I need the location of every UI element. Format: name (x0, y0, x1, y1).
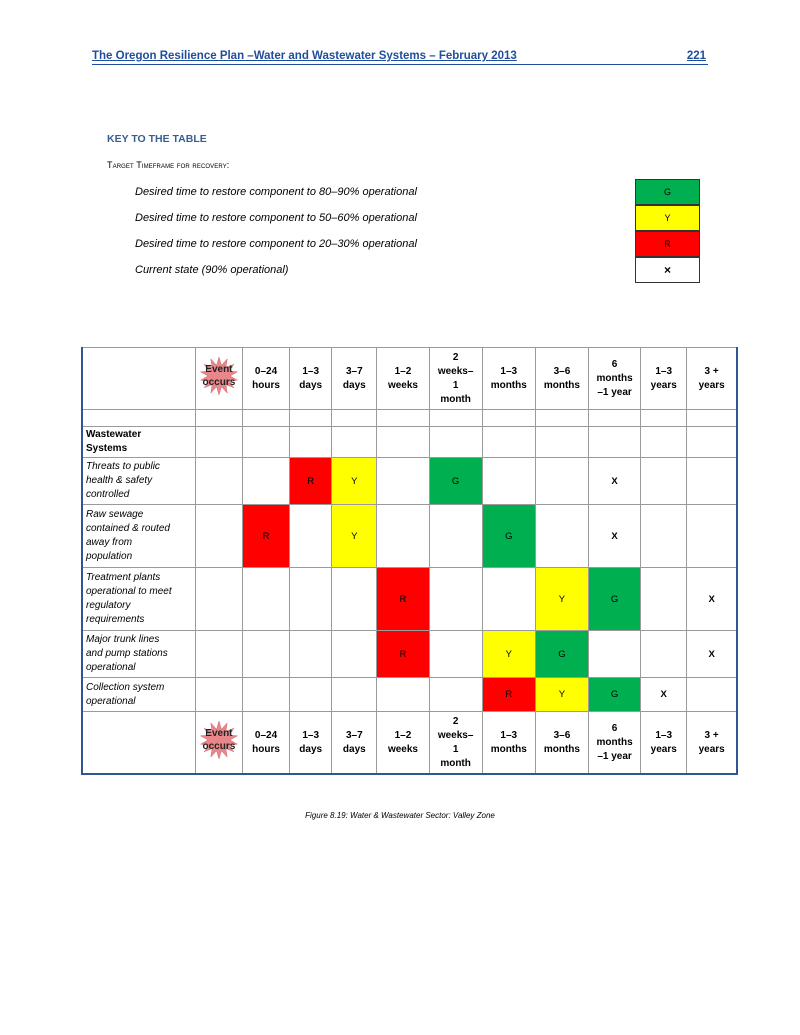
timeframe-header-line: month (440, 393, 471, 405)
empty-cell (377, 427, 429, 458)
empty-cell (195, 410, 242, 427)
event-occurs-burst (199, 720, 239, 760)
timeframe-header-line: weeks– (437, 365, 474, 377)
empty-cell (687, 427, 737, 458)
timeframe-header-line: 6 (611, 358, 618, 370)
empty-cell (290, 678, 332, 712)
timeframe-header-line: 1–3 (500, 365, 518, 377)
status-cell-green: G (589, 568, 641, 631)
empty-cell (535, 410, 588, 427)
empty-cell (429, 568, 482, 631)
key-swatch-yellow: Y (635, 205, 700, 231)
timeframe-header-line: days (342, 379, 366, 391)
empty-cell (535, 505, 588, 568)
timeframe-header-line: 3 + (704, 729, 719, 741)
empty-cell (242, 678, 289, 712)
event-occurs-line: occurs (202, 741, 236, 752)
row-label-line: controlled (86, 489, 130, 500)
key-swatch-current: × (635, 257, 700, 283)
event-occurs-line: Event (205, 364, 233, 375)
status-cell-yellow: Y (535, 568, 588, 631)
empty-cell (429, 678, 482, 712)
empty-cell (242, 631, 289, 678)
row-label-line: operational (86, 695, 136, 707)
table-row (82, 631, 737, 678)
empty-cell (641, 427, 687, 458)
current-state-cell: X (687, 631, 737, 678)
timeframe-header-line: 2 (452, 351, 459, 363)
timeframe-header-line: 1–3 (302, 729, 320, 741)
empty-cell (195, 631, 242, 678)
key-swatch-red: R (635, 231, 700, 257)
timeframe-header-cell (641, 348, 687, 410)
empty-cell (242, 410, 289, 427)
empty-cell (290, 505, 332, 568)
empty-cell (687, 410, 737, 427)
event-occurs-line: occurs (202, 377, 236, 388)
timeframe-header-line: 1–2 (394, 729, 412, 741)
page-number: 221 (686, 50, 706, 62)
row-label-line: Collection system (86, 681, 165, 693)
row-label-cell (82, 568, 195, 631)
timeframe-header-cell (535, 348, 588, 410)
empty-cell (195, 568, 242, 631)
empty-cell (429, 427, 482, 458)
empty-cell (687, 678, 737, 712)
empty-cell (377, 458, 429, 505)
current-state-cell: X (641, 678, 687, 712)
empty-cell (429, 410, 482, 427)
empty-cell (687, 458, 737, 505)
figure-caption: Figure 8.19: Water & Wastewater Sector: Valley Zone (305, 811, 495, 820)
status-cell-green: G (429, 458, 482, 505)
timeframe-header-line: weeks– (437, 729, 474, 741)
timeframe-header-cell (332, 712, 377, 775)
empty-cell (377, 505, 429, 568)
row-label-line: Threats to public (86, 461, 160, 472)
empty-cell (641, 631, 687, 678)
status-cell-red: R (290, 458, 332, 505)
timeframe-header-line: weeks (387, 743, 418, 755)
current-state-cell: X (589, 458, 641, 505)
empty-cell (290, 568, 332, 631)
timeframe-header-line: years (698, 743, 725, 755)
timeframe-header-cell (589, 348, 641, 410)
empty-cell (589, 410, 641, 427)
empty-cell (377, 410, 429, 427)
timeframe-header-line: hours (252, 379, 280, 391)
timeframe-header-cell (482, 348, 535, 410)
row-label-line: regulatory (86, 600, 131, 611)
status-cell-red: R (482, 678, 535, 712)
timeframe-header-line: 1–3 (655, 729, 673, 741)
timeframe-header-line: 3–7 (345, 365, 363, 377)
timeframe-header-cell (290, 348, 332, 410)
timeframe-header-line: weeks (387, 379, 418, 391)
timeframe-header-line: days (342, 743, 366, 755)
document-title: The Oregon Resilience Plan –Water and Wastewater Systems – February 2013 (92, 50, 517, 62)
timeframe-header-line: years (650, 379, 677, 391)
empty-cell (195, 427, 242, 458)
empty-cell (290, 410, 332, 427)
timeframe-header-cell (687, 712, 737, 775)
empty-cell (332, 568, 377, 631)
empty-cell (482, 458, 535, 505)
key-row-text: Current state (90% operational) (135, 264, 289, 276)
timeframe-header-line: months (490, 379, 527, 391)
empty-cell (641, 410, 687, 427)
status-cell-yellow: Y (482, 631, 535, 678)
row-label-line: Treatment plants (86, 572, 161, 583)
section-label-line: Wastewater (86, 429, 142, 440)
timeframe-header-line: months (490, 743, 527, 755)
empty-cell (195, 458, 242, 505)
timeframe-header-line: 1–3 (500, 729, 518, 741)
empty-cell (195, 678, 242, 712)
key-row-text: Desired time to restore component to 50–60% operational (135, 212, 417, 224)
timeframe-header-cell (290, 712, 332, 775)
status-cell-yellow: Y (332, 458, 377, 505)
timeframe-header-cell (482, 712, 535, 775)
timeframe-header-line: 1 (452, 743, 459, 755)
timeframe-header-cell (589, 712, 641, 775)
empty-cell (482, 427, 535, 458)
timeframe-header-line: 6 (611, 722, 618, 734)
timeframe-header-line: years (698, 379, 725, 391)
empty-cell (641, 568, 687, 631)
page-header (92, 48, 708, 65)
empty-cell (82, 410, 195, 427)
timeframe-header-cell (242, 712, 289, 775)
key-subheading: Target Timeframe for recovery: (107, 160, 230, 170)
timeframe-header-line: 3–7 (345, 729, 363, 741)
status-cell-red: R (377, 631, 429, 678)
empty-cell (195, 505, 242, 568)
empty-cell (290, 631, 332, 678)
timeframe-header-cell (429, 712, 482, 775)
timeframe-header-line: 1 (452, 379, 459, 391)
spacer-row (82, 410, 737, 427)
row-label-line: health & safety (86, 475, 153, 486)
row-label-line: requirements (86, 614, 145, 625)
timeframe-header-line: 3 + (704, 365, 719, 377)
timeframe-header-line: month (440, 757, 471, 769)
timeframe-header-line: 1–3 (302, 365, 320, 377)
row-label-line: operational (86, 662, 136, 673)
table-header-row-bottom (82, 712, 737, 775)
empty-cell (332, 410, 377, 427)
status-cell-green: G (535, 631, 588, 678)
empty-cell (242, 568, 289, 631)
empty-cell (589, 427, 641, 458)
row-label-cell (82, 678, 195, 712)
header-corner-cell (82, 348, 195, 410)
timeframe-header-line: 1–3 (655, 365, 673, 377)
empty-cell (377, 678, 429, 712)
key-heading: KEY TO THE TABLE (107, 133, 207, 145)
table-row (82, 678, 737, 712)
table-row (82, 568, 737, 631)
empty-cell (589, 631, 641, 678)
status-cell-green: G (589, 678, 641, 712)
timeframe-header-cell (332, 348, 377, 410)
timeframe-header-line: –1 year (597, 386, 632, 398)
row-label-cell (82, 505, 195, 568)
timeframe-header-line: hours (252, 743, 280, 755)
empty-cell (290, 427, 332, 458)
current-state-cell: X (589, 505, 641, 568)
timeframe-header-cell (535, 712, 588, 775)
header-corner-cell (82, 712, 195, 775)
row-label-cell (82, 631, 195, 678)
row-label-line: Major trunk lines (86, 634, 160, 645)
row-label-line: operational to meet (86, 586, 172, 597)
empty-cell (482, 568, 535, 631)
event-header-cell (195, 348, 242, 410)
timeframe-header-line: days (299, 379, 323, 391)
empty-cell (242, 458, 289, 505)
timeframe-header-cell (377, 712, 429, 775)
timeframe-header-cell (641, 712, 687, 775)
timeframe-header-cell (377, 348, 429, 410)
empty-cell (242, 427, 289, 458)
table-row (82, 458, 737, 505)
timeframe-header-line: 1–2 (394, 365, 412, 377)
empty-cell (429, 631, 482, 678)
timeframe-header-line: days (299, 743, 323, 755)
recovery-table (81, 347, 738, 775)
timeframe-header-line: years (650, 743, 677, 755)
key-row-text: Desired time to restore component to 20–30% operational (135, 238, 417, 250)
status-cell-yellow: Y (535, 678, 588, 712)
empty-cell (429, 505, 482, 568)
status-cell-green: G (482, 505, 535, 568)
status-cell-red: R (377, 568, 429, 631)
key-row-text: Desired time to restore component to 80–90% operational (135, 186, 417, 198)
timeframe-header-line: 3–6 (553, 365, 571, 377)
event-occurs-line: Event (205, 728, 233, 739)
empty-cell (332, 631, 377, 678)
timeframe-header-line: –1 year (597, 750, 632, 762)
timeframe-header-line: months (543, 743, 580, 755)
empty-cell (641, 505, 687, 568)
timeframe-header-line: 2 (452, 715, 459, 727)
timeframe-header-cell (429, 348, 482, 410)
empty-cell (482, 410, 535, 427)
status-cell-red: R (242, 505, 289, 568)
event-header-cell (195, 712, 242, 775)
section-label-line: Systems (86, 443, 128, 454)
empty-cell (535, 458, 588, 505)
timeframe-header-line: 0–24 (254, 729, 278, 741)
empty-cell (332, 427, 377, 458)
timeframe-header-line: months (596, 372, 633, 384)
timeframe-header-cell (242, 348, 289, 410)
timeframe-header-line: 3–6 (553, 729, 571, 741)
row-label-line: Raw sewage (86, 509, 144, 520)
empty-cell (687, 505, 737, 568)
timeframe-header-line: 0–24 (254, 365, 278, 377)
empty-cell (535, 427, 588, 458)
row-label-line: contained & routed (86, 523, 170, 534)
event-occurs-label (199, 363, 239, 389)
row-label-line: population (86, 551, 133, 562)
current-state-cell: X (687, 568, 737, 631)
table-header-row-top (82, 348, 737, 410)
event-occurs-label (199, 727, 239, 753)
row-label-line: away from (86, 537, 133, 548)
section-label-cell (82, 427, 195, 458)
row-label-cell (82, 458, 195, 505)
key-swatch-green: G (635, 179, 700, 205)
event-occurs-burst (199, 356, 239, 396)
timeframe-header-cell (687, 348, 737, 410)
empty-cell (641, 458, 687, 505)
timeframe-header-line: months (543, 379, 580, 391)
timeframe-header-line: months (596, 736, 633, 748)
table-row (82, 505, 737, 568)
section-row (82, 427, 737, 458)
row-label-line: and pump stations (86, 648, 168, 659)
status-cell-yellow: Y (332, 505, 377, 568)
empty-cell (332, 678, 377, 712)
